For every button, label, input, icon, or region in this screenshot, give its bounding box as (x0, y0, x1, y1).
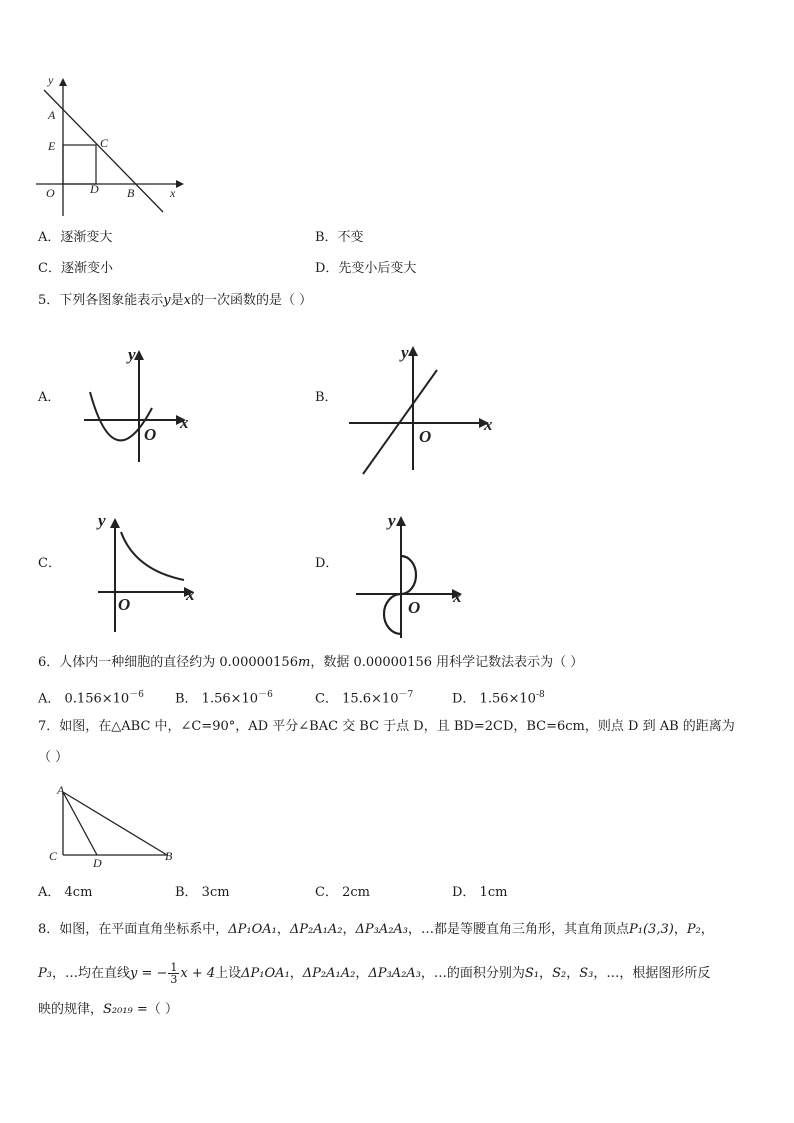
rectangle-ecdo (63, 145, 96, 184)
q7-stem-line2: （ ） (38, 750, 69, 765)
q5-option-d-letter: D． (315, 556, 339, 571)
svg-text:D: D (93, 856, 102, 870)
svg-text:y: y (128, 345, 136, 364)
svg-text:y: y (401, 343, 409, 362)
q5-stem: 5．下列各图象能表示y是x的一次函数的是（ ） (38, 293, 313, 308)
q6-option-c: C． $15.6\times 10^{-7}$ (315, 690, 414, 707)
q6-option-a: A． $0.156\times 10^{-6}$ (38, 690, 144, 707)
label-e: E (48, 139, 56, 153)
label-o: O (46, 186, 55, 200)
parabola-curve (90, 392, 152, 440)
svg-text:C: C (49, 849, 58, 863)
q6-option-d: D． $1.56\times 10^{-8}$ (452, 690, 545, 707)
line-ab (44, 90, 163, 212)
q7-stem-line1: 7．如图，在△ABC 中，∠C=90°，AD 平分∠BAC 交 BC 于点 D，且 BD=2CD，BC=6cm，则点 D 到 AB 的距离为 (38, 719, 735, 734)
svg-text:O: O (144, 425, 157, 444)
q5-graph-c (90, 508, 210, 638)
hyperbola-curve (121, 532, 184, 580)
label-d: D (90, 182, 99, 196)
label-c: C (100, 136, 109, 150)
q7-option-d: D． 1cm (452, 885, 508, 900)
x-axis-arrow (176, 180, 184, 188)
svg-text:O: O (408, 598, 421, 617)
q4-figure (30, 70, 190, 220)
svg-text:y: y (98, 511, 106, 530)
svg-text:x: x (453, 587, 462, 606)
q7-triangle-figure (45, 782, 185, 870)
label-b: B (127, 186, 135, 200)
q7-option-b: B． 3cm (175, 885, 230, 900)
svg-text:O: O (419, 427, 432, 446)
q7-option-c: C． 2cm (315, 885, 370, 900)
q4-option-b: B．不变 (315, 230, 364, 245)
svg-text:y: y (388, 511, 396, 530)
q5-option-a-letter: A． (38, 390, 61, 405)
q8-line3: 映的规律，S₂₀₁₉ =（ ） (38, 1002, 178, 1017)
q5-option-b-letter: B． (315, 390, 338, 405)
svg-text:O: O (118, 595, 131, 614)
q5-option-c-letter: C． (38, 556, 61, 571)
label-a: A (48, 108, 56, 122)
svg-text:B: B (165, 849, 173, 863)
label-x: x (170, 186, 176, 200)
side-ab (63, 792, 167, 855)
q8-line1: 8．如图，在平面直角坐标系中，ΔP₁OA₁，ΔP₂A₁A₂，ΔP₃A₂A₃，…都是等腰直角三角形，其直角顶点P₁(3,3)，P₂， (38, 922, 714, 937)
q4-option-d: D．先变小后变大 (315, 261, 417, 276)
q4-option-a: A．逐渐变大 (38, 230, 113, 245)
y-axis-arrow (59, 78, 67, 86)
lower-semicircle (384, 594, 401, 634)
svg-text:A: A (57, 783, 65, 797)
svg-text:x: x (180, 413, 189, 432)
svg-text:x: x (186, 585, 195, 604)
q5-graph-b (345, 340, 505, 480)
fraction-one-third: $\frac{1}{3}$ (170, 961, 178, 986)
q8-line2: P₃ ，…均在直线 y = − $\frac{1}{3}$ x + 4 上设 ΔP₁OA₁ ， ΔP₂A₁A₂ ， ΔP₃A₂A₃ ，…的面积分别为 S₁ ， S₂ ， S₃ ，…，根据图形所反 (38, 961, 711, 986)
q7-option-a: A． 4cm (38, 885, 93, 900)
q6-stem: 6．人体内一种细胞的直径约为 0.00000156m，数据 0.00000156 用科学记数法表示为（ ） (38, 655, 584, 670)
upper-semicircle (401, 556, 416, 594)
q4-option-c: C．逐渐变小 (38, 261, 113, 276)
label-y: y (48, 73, 54, 87)
q6-option-b: B． $1.56\times 10^{-6}$ (175, 690, 273, 707)
q5-graph-a (80, 340, 200, 470)
q5-graph-d (350, 508, 470, 643)
segment-ad (63, 792, 97, 855)
svg-text:x: x (484, 415, 493, 434)
